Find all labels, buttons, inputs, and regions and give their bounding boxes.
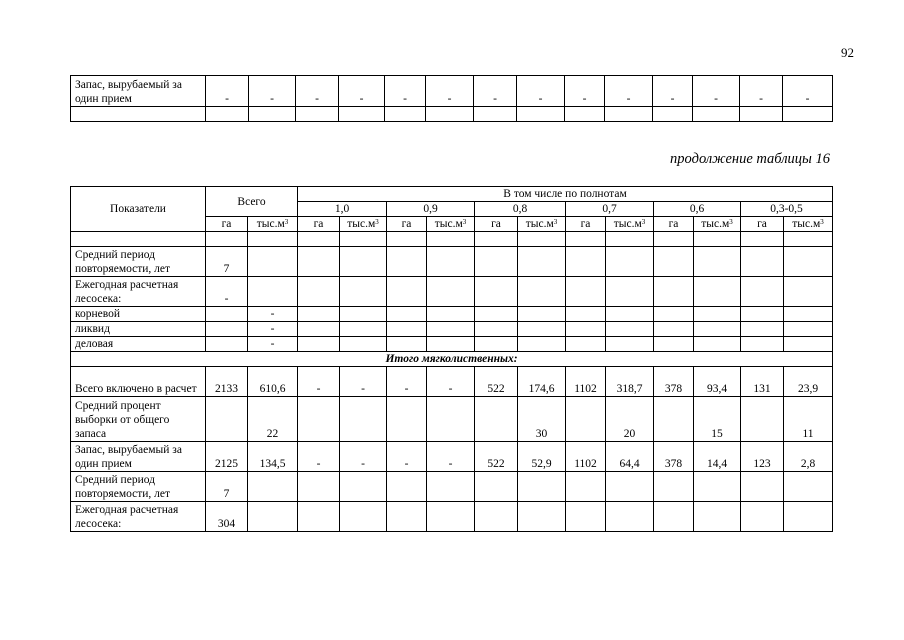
table-row xyxy=(71,397,833,442)
table-cell xyxy=(475,277,518,307)
table-cell xyxy=(654,232,694,247)
unit-volume xyxy=(784,217,833,232)
table-cell xyxy=(475,472,518,502)
table-cell: 64,4 xyxy=(606,442,654,472)
row-label: ликвид xyxy=(71,322,206,337)
table-cell xyxy=(340,307,387,322)
section-title: Итого мягколиственных: xyxy=(71,352,833,367)
unit-volume xyxy=(427,217,475,232)
table-cell: 93,4 xyxy=(694,367,741,397)
table-cell: - xyxy=(427,367,475,397)
table-cell xyxy=(298,472,340,502)
table-cell xyxy=(387,247,427,277)
table-cell xyxy=(387,472,427,502)
table-cell xyxy=(427,322,475,337)
table-cell xyxy=(248,277,298,307)
unit-volume xyxy=(340,217,387,232)
table-cell: - xyxy=(298,442,340,472)
unit-ha: га xyxy=(387,217,427,232)
row-label: Ежегодная расчетная лесосека: xyxy=(71,502,206,532)
table-cell xyxy=(518,277,566,307)
table-cell xyxy=(475,337,518,352)
table-cell xyxy=(387,307,427,322)
table-cell: - xyxy=(517,76,565,107)
table-cell: - xyxy=(653,76,693,107)
table-cell: 22 xyxy=(248,397,298,442)
table-cell: 15 xyxy=(694,397,741,442)
table-cell xyxy=(518,472,566,502)
table-cell: 2125 xyxy=(206,442,248,472)
table-cell: 134,5 xyxy=(248,442,298,472)
row-label: Ежегодная расчетная лесосека: xyxy=(71,277,206,307)
table-cell: 7 xyxy=(206,472,248,502)
table-cell: 174,6 xyxy=(518,367,566,397)
table-row xyxy=(71,472,833,502)
table-cell xyxy=(784,322,833,337)
table-cell xyxy=(248,502,298,532)
table-cell: - xyxy=(740,76,783,107)
table-cell xyxy=(654,322,694,337)
table-row xyxy=(71,442,833,472)
table-cell: - xyxy=(340,367,387,397)
table-cell xyxy=(741,472,784,502)
unit-ha: га xyxy=(206,217,248,232)
table-cell xyxy=(206,232,248,247)
table-cell: 131 xyxy=(741,367,784,397)
table-cell xyxy=(427,397,475,442)
table-cell: 610,6 xyxy=(248,367,298,397)
table-cell: 522 xyxy=(475,367,518,397)
unit-volume xyxy=(694,217,741,232)
table-cell xyxy=(784,232,833,247)
table-cell xyxy=(475,232,518,247)
table-cell xyxy=(298,277,340,307)
table-cell: 2133 xyxy=(206,367,248,397)
table-cell: 7 xyxy=(206,247,248,277)
table-row xyxy=(71,322,833,337)
unit-superscript: 3 xyxy=(284,218,289,226)
table-row xyxy=(71,502,833,532)
table-cell xyxy=(741,277,784,307)
table-cell xyxy=(741,337,784,352)
row-label: Средний период повторяемости, лет xyxy=(71,472,206,502)
table-cell: 20 xyxy=(606,397,654,442)
table-cell: 23,9 xyxy=(784,367,833,397)
table-cell xyxy=(741,397,784,442)
table-cell: 522 xyxy=(475,442,518,472)
density-header: 1,0 xyxy=(298,202,387,217)
table-row xyxy=(71,107,833,122)
table-cell xyxy=(387,322,427,337)
table-cell: 2,8 xyxy=(784,442,833,472)
table-cell xyxy=(784,337,833,352)
table-cell xyxy=(566,337,606,352)
unit-superscript: 3 xyxy=(375,218,379,226)
table-cell: 30 xyxy=(518,397,566,442)
table-cell xyxy=(784,277,833,307)
section-row xyxy=(71,352,833,367)
table-cell: 11 xyxy=(784,397,833,442)
table-cell xyxy=(340,502,387,532)
row-label: корневой xyxy=(71,307,206,322)
table-cell xyxy=(387,277,427,307)
table-cell: - xyxy=(474,76,517,107)
table-cell xyxy=(475,502,518,532)
table-cell xyxy=(340,397,387,442)
table-cell: - xyxy=(387,442,427,472)
table-row xyxy=(71,367,833,397)
table-row xyxy=(71,277,833,307)
top-table xyxy=(70,75,833,122)
table-cell: - xyxy=(296,76,339,107)
table-cell xyxy=(694,472,741,502)
table-cell xyxy=(694,307,741,322)
table-cell xyxy=(475,397,518,442)
table-cell xyxy=(518,247,566,277)
table-row xyxy=(71,76,833,107)
table-cell xyxy=(518,337,566,352)
table-row xyxy=(71,247,833,277)
table-cell xyxy=(475,322,518,337)
table-row xyxy=(71,337,833,352)
unit-ha: га xyxy=(654,217,694,232)
table-cell xyxy=(298,322,340,337)
table-cell xyxy=(340,337,387,352)
main-table xyxy=(70,186,833,532)
table-cell xyxy=(606,322,654,337)
table-cell: - xyxy=(248,307,298,322)
density-header: 0,3-0,5 xyxy=(741,202,833,217)
table-cell xyxy=(427,472,475,502)
table-cell: 378 xyxy=(654,442,694,472)
table-cell xyxy=(340,472,387,502)
table-cell xyxy=(206,322,248,337)
table-cell xyxy=(741,307,784,322)
table-cell xyxy=(566,397,606,442)
table-cell: - xyxy=(565,76,605,107)
header-by-density: В том числе по полнотам xyxy=(298,187,833,202)
header-total: Всего xyxy=(206,187,298,217)
table-cell xyxy=(340,277,387,307)
table-cell xyxy=(298,247,340,277)
unit-superscript: 3 xyxy=(729,218,733,226)
table-cell xyxy=(741,232,784,247)
table-cell: - xyxy=(339,76,385,107)
table-cell: 1102 xyxy=(566,442,606,472)
table-cell xyxy=(298,307,340,322)
table-cell: - xyxy=(249,76,296,107)
table-cell xyxy=(566,232,606,247)
table-cell: 304 xyxy=(206,502,248,532)
density-header: 0,7 xyxy=(566,202,654,217)
table-cell xyxy=(206,397,248,442)
page-number: 92 xyxy=(841,45,854,60)
table-cell: - xyxy=(783,76,833,107)
table-cell: - xyxy=(248,337,298,352)
row-label: Всего включено в расчет xyxy=(71,367,206,397)
table-cell: - xyxy=(385,76,426,107)
table-cell xyxy=(340,322,387,337)
unit-volume-text: тыс.м xyxy=(613,218,642,230)
table-caption: продолжение таблицы 16 xyxy=(670,151,830,167)
table-cell: 378 xyxy=(654,367,694,397)
table-cell xyxy=(518,232,566,247)
table-row xyxy=(71,307,833,322)
table-cell: - xyxy=(248,322,298,337)
table-cell xyxy=(566,472,606,502)
table-cell xyxy=(427,337,475,352)
table-cell xyxy=(654,397,694,442)
density-header: 0,8 xyxy=(475,202,566,217)
row-label: Запас, вырубаемый за один прием xyxy=(71,442,206,472)
table-cell: 318,7 xyxy=(606,367,654,397)
table-cell xyxy=(298,232,340,247)
row-label: Средний период повторяемости, лет xyxy=(71,247,206,277)
unit-volume-text: тыс.м xyxy=(525,218,554,230)
table-cell xyxy=(566,277,606,307)
table-cell xyxy=(606,337,654,352)
table-cell xyxy=(654,472,694,502)
unit-volume xyxy=(248,217,298,232)
table-cell xyxy=(606,472,654,502)
table-cell xyxy=(566,502,606,532)
row-label xyxy=(71,232,206,247)
table-cell xyxy=(606,502,654,532)
table-cell xyxy=(427,247,475,277)
table-cell xyxy=(298,502,340,532)
table-cell: - xyxy=(298,367,340,397)
table-cell xyxy=(694,232,741,247)
unit-volume-text: тыс.м xyxy=(701,218,730,230)
table-row xyxy=(71,232,833,247)
table-cell: - xyxy=(605,76,653,107)
table-cell: - xyxy=(340,442,387,472)
table-cell xyxy=(475,307,518,322)
table-cell xyxy=(694,247,741,277)
unit-ha: га xyxy=(566,217,606,232)
unit-superscript: 3 xyxy=(462,218,467,226)
table-cell: 52,9 xyxy=(518,442,566,472)
table-cell xyxy=(694,502,741,532)
table-cell xyxy=(427,502,475,532)
table-cell xyxy=(654,277,694,307)
table-cell xyxy=(518,502,566,532)
table-cell xyxy=(427,277,475,307)
table-cell: - xyxy=(387,367,427,397)
table-cell xyxy=(654,247,694,277)
table-cell xyxy=(387,397,427,442)
unit-superscript: 3 xyxy=(553,218,558,226)
header-row xyxy=(71,187,833,202)
table-cell xyxy=(784,247,833,277)
table-cell xyxy=(387,232,427,247)
unit-ha: га xyxy=(475,217,518,232)
density-header: 0,6 xyxy=(654,202,741,217)
unit-volume-text: тыс.м xyxy=(347,218,376,230)
table-cell xyxy=(694,337,741,352)
table-cell: 14,4 xyxy=(694,442,741,472)
table-cell xyxy=(387,502,427,532)
table-cell xyxy=(340,232,387,247)
table-cell: - xyxy=(427,442,475,472)
table-cell: 123 xyxy=(741,442,784,472)
table-cell xyxy=(387,337,427,352)
table-cell: 1102 xyxy=(566,367,606,397)
unit-volume xyxy=(606,217,654,232)
table-cell xyxy=(606,307,654,322)
unit-ha: га xyxy=(298,217,340,232)
table-cell xyxy=(566,307,606,322)
unit-superscript: 3 xyxy=(641,218,646,226)
table-cell xyxy=(741,502,784,532)
table-cell xyxy=(206,307,248,322)
table-cell xyxy=(694,277,741,307)
table-cell xyxy=(248,232,298,247)
unit-volume xyxy=(518,217,566,232)
table-cell xyxy=(427,307,475,322)
row-label: деловая xyxy=(71,337,206,352)
density-header: 0,9 xyxy=(387,202,475,217)
unit-volume-text: тыс.м xyxy=(434,218,463,230)
table-cell xyxy=(784,472,833,502)
table-cell: - xyxy=(206,76,249,107)
table-cell xyxy=(566,247,606,277)
table-cell xyxy=(248,247,298,277)
table-cell: - xyxy=(426,76,474,107)
table-cell xyxy=(741,322,784,337)
unit-superscript: 3 xyxy=(820,218,824,226)
table-cell xyxy=(784,502,833,532)
header-indicators: Показатели xyxy=(71,187,206,232)
table-cell xyxy=(298,397,340,442)
row-label: Средний процент выборки от общего запаса xyxy=(71,397,206,442)
table-cell xyxy=(206,337,248,352)
unit-volume-text: тыс.м xyxy=(792,218,821,230)
table-cell xyxy=(566,322,606,337)
table-cell xyxy=(298,337,340,352)
row-label: Запас, вырубаемый за один прием xyxy=(71,76,206,107)
table-cell xyxy=(741,247,784,277)
table-cell xyxy=(654,502,694,532)
unit-ha: га xyxy=(741,217,784,232)
table-cell xyxy=(606,232,654,247)
table-cell xyxy=(427,232,475,247)
unit-volume-text: тыс.м xyxy=(256,218,285,230)
table-cell xyxy=(606,247,654,277)
table-cell xyxy=(518,307,566,322)
table-cell xyxy=(654,307,694,322)
table-cell: - xyxy=(693,76,740,107)
table-cell xyxy=(340,247,387,277)
table-cell xyxy=(518,322,566,337)
table-cell xyxy=(606,277,654,307)
table-cell xyxy=(248,472,298,502)
table-cell xyxy=(654,337,694,352)
table-cell xyxy=(694,322,741,337)
table-cell xyxy=(475,247,518,277)
table-cell xyxy=(784,307,833,322)
table-cell: - xyxy=(206,277,248,307)
